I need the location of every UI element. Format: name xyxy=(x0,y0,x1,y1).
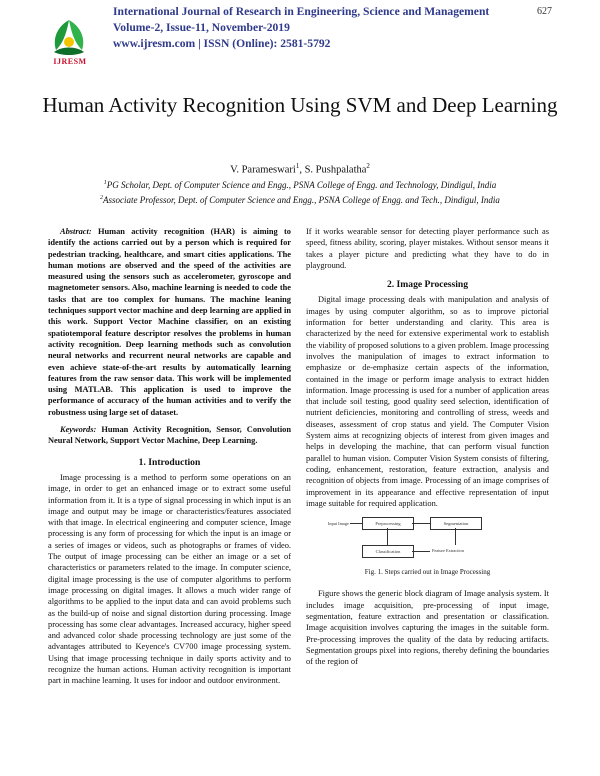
figure-1-caption: Fig. 1. Steps carried out in Image Processing xyxy=(364,568,491,577)
intro-continued: If it works wearable sensor for detecting player performance such as speed, fitness ability, scoring, player mistakes. Without sensor means it takes a player picture and predicting what they have to do in playground. xyxy=(306,227,549,270)
diagram-input-label: Input Image xyxy=(328,521,349,527)
section-1-heading: 1. Introduction xyxy=(138,456,201,468)
diagram-segmentation-box: Segmentation xyxy=(430,517,482,530)
figure-1-diagram xyxy=(306,515,549,567)
diagram-classification-box: Classification xyxy=(362,545,414,558)
journal-website: www.ijresm.com | ISSN (Online): 2581-5792 xyxy=(113,37,331,50)
right-column xyxy=(306,226,549,668)
diagram-feature-label: Feature Extraction xyxy=(432,548,464,554)
diagram-preprocessing-box: Preprocessing xyxy=(362,517,414,530)
affiliation-1: $^1$PG Scholar, Dept. of Computer Science and Engg., PSNA College of Engg. and Technology, Dindigul, India xyxy=(103,180,497,190)
logo-text: IJRESM xyxy=(53,57,87,66)
author-1: V. Parameswari xyxy=(230,164,296,176)
after-figure-text: Figure shows the generic block diagram of Image analysis system. It includes image acquisition, pre-processing of input image, segmentation, feature extraction and presentation or classification. Image acquisition involves capturing the images in the suitable form. Pre-processing improves the quality of the data by reducing artifacts. Segmentation groups pixel into regions, thereby defining the boundaries of the region of xyxy=(306,589,549,667)
keywords: Keywords: Human Activity Recognition, Sensor, Convolution Neural Network, Support Vector Machine, Deep Learning. xyxy=(48,425,291,446)
section-1-text: Image processing is a method to perform some operations on an image, in order to get an enhanced image or to extract some useful information from it. It is a type of signal processing in which input is an image and output may be image or characteristics/features associated with that image. In electrical engineering and computer science, Image processing is any form of processing for which the input is an image or a series of images or videos, such as photographs or frames of video. The output of image processing can be either an image or a set of characteristics or parameters related to the image. In computer science, digital image processing is the use of computer algorithms to perform image processing on digital images. It allows a much wider range of algorithms to be applied to the input data and can avoid problems such as the build-up of noise and signal distortion during processing. Image processing has some clear advantages. Increased accuracy, higher speed and advanced color shade processing technology are just some of the advantages attributed to Keyence's CV700 image processing system. Using that image processing technique in daily sports activity and to recognize the human actions. Human activity recognition is important part in machine learning. It uses for indoor and outdoor environment. xyxy=(48,472,291,686)
abstract: Abstract: Human activity recognition (HAR) is aiming to identify the actions carried out by a person which is required for pedestrian tracking, healthcare, and smart cities applications. The human motions are observed and the speed of the activities are measured using the sensors such as accelerometer, gyroscope and magnetometer sensors. Also, machine learning is needed to code the tasks that are too complex for humans. The machine leaning techniques support vector machine and deep learning are applied in this work. Support Vector Machine classifier, on an existing spatiotemporal feature descriptor resolves the problems in human activity recognition. Deep learning methods such as convolution neural networks and recurrent neural networks are capable and even achieve state-of-the-art results by automatically learning features from the raw sensor data. This work will be implemented using MATLAB. This application is used to improve the performance of accuracy of the human activities and to verify the robustness using large set of dataset. xyxy=(48,227,291,417)
section-2-heading: 2. Image Processing xyxy=(386,279,469,291)
affiliation-2: $^2$Associate Professor, Dept. of Computer Science and Engg., PSNA College of Engg. and Tech., Dindigul, India xyxy=(100,195,500,205)
journal-volume: Volume-2, Issue-11, November-2019 xyxy=(113,21,290,34)
journal-header xyxy=(113,4,553,52)
left-column xyxy=(48,226,291,687)
section-2-text: Digital image processing deals with manipulation and analysis of images by using computer algorithm, so as to improve pictorial information for better understanding and clarity. This area is characterized by the need for extensive experimental work to establish the viability of proposed solutions to a given problem. Image processing involves the manipulation of images to extract information to emphasize or de-emphasize certain aspects of the information, contained in the image or perform image analysis to extract hidden information. Image processing is used for a number of application areas that include soil testing, good quality seed selection, identification of nutrient deficiencies, monitoring and controlling of stress, weeds and diseases, assessment of crop status and yield. The Computer Vision System aims at recognizing objects of interest from given images and helps in developing the machine, that can perform visual function parallel to human vision. Computer Vision System consists of filtering, coding, enhancement, restoration, feature extraction, analysis and recognition of objects from image. Processing of an image comprises of improvement in its appearance and effective representation of input image suitable for required application. xyxy=(306,295,549,508)
page-number: 627 xyxy=(537,6,552,17)
author-2: , S. Pushpalatha xyxy=(299,164,367,176)
authors: V. Parameswari$^1$, S. Pushpalatha$^2$ xyxy=(230,162,370,176)
journal-name: International Journal of Research in Engineering, Science and Management xyxy=(113,5,490,18)
paper-title: Human Activity Recognition Using SVM and Deep Learning xyxy=(42,93,558,117)
